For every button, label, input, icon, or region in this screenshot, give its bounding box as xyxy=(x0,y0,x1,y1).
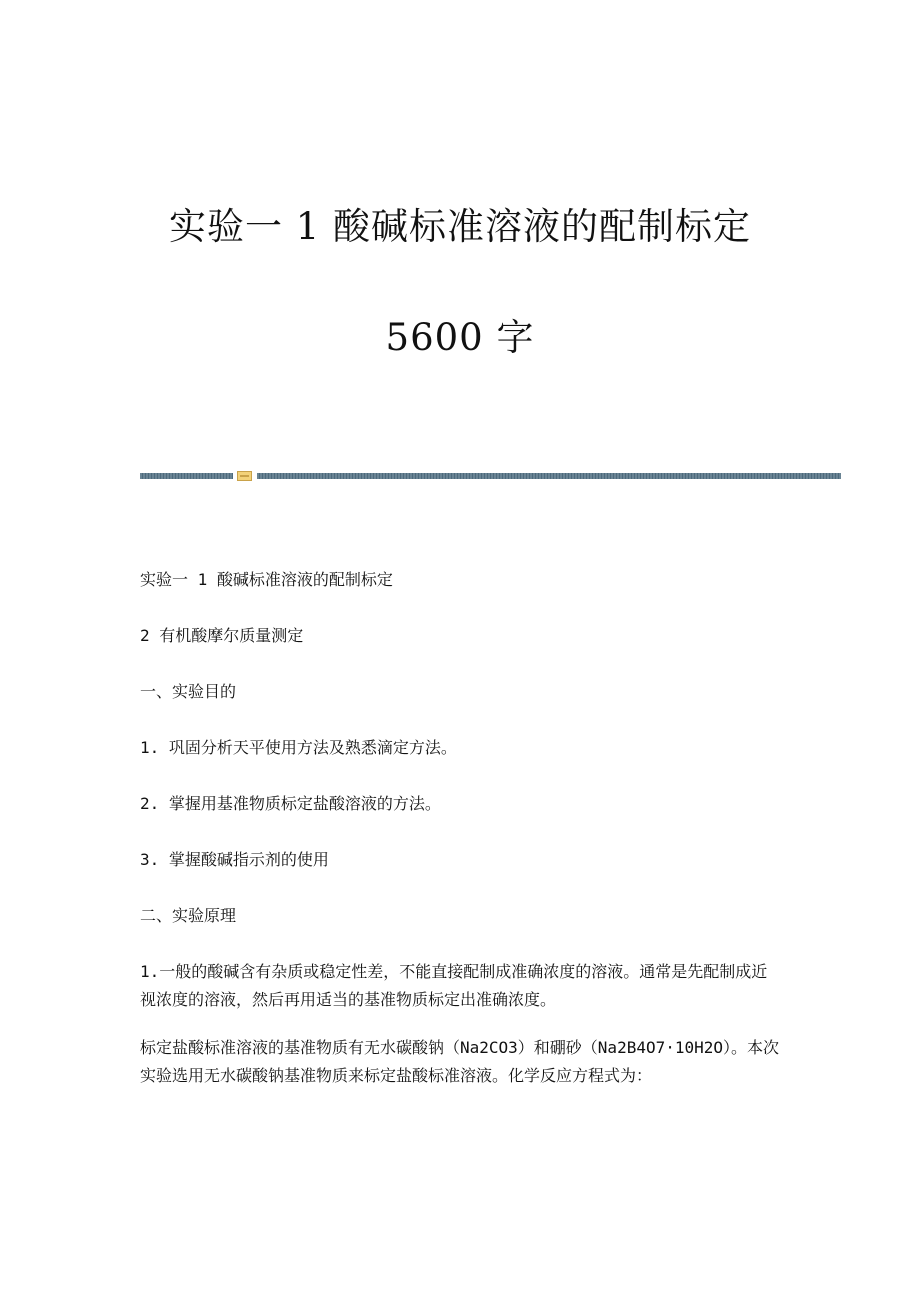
principle-paragraph-2: 标定盐酸标准溶液的基准物质有无水碳酸钠（Na2CO3）和硼砂（Na2B4O7·10H2O）。本次实验选用无水碳酸钠基准物质来标定盐酸标准溶液。化学反应方程式为： xyxy=(140,1038,780,1085)
paragraph-heading-experiment: 实验一 1 酸碱标准溶液的配制标定 xyxy=(140,570,393,589)
document-body xyxy=(140,566,780,1118)
title-divider xyxy=(140,471,841,481)
purpose-item-1: 1. 巩固分析天平使用方法及熟悉滴定方法。 xyxy=(140,738,457,757)
divider-ornament-icon xyxy=(237,471,252,481)
divider-bar-right xyxy=(257,473,841,479)
section-heading-purpose: 一、实验目的 xyxy=(140,682,237,701)
title-line-2: 5600 字 xyxy=(385,316,535,359)
paragraph-subheading-molar-mass: 2 有机酸摩尔质量测定 xyxy=(140,626,304,645)
principle-paragraph-1: 1.一般的酸碱含有杂质或稳定性差，不能直接配制成准确浓度的溶液。通常是先配制成近视浓度的溶液，然后再用适当的基准物质标定出准确浓度。 xyxy=(140,962,768,1009)
divider-bar-left xyxy=(140,473,233,479)
section-heading-principle: 二、实验原理 xyxy=(140,906,237,925)
title-line-1: 实验一 1 酸碱标准溶液的配制标定 xyxy=(168,205,752,248)
purpose-item-2: 2. 掌握用基准物质标定盐酸溶液的方法。 xyxy=(140,794,441,813)
purpose-item-3: 3. 掌握酸碱指示剂的使用 xyxy=(140,850,329,869)
